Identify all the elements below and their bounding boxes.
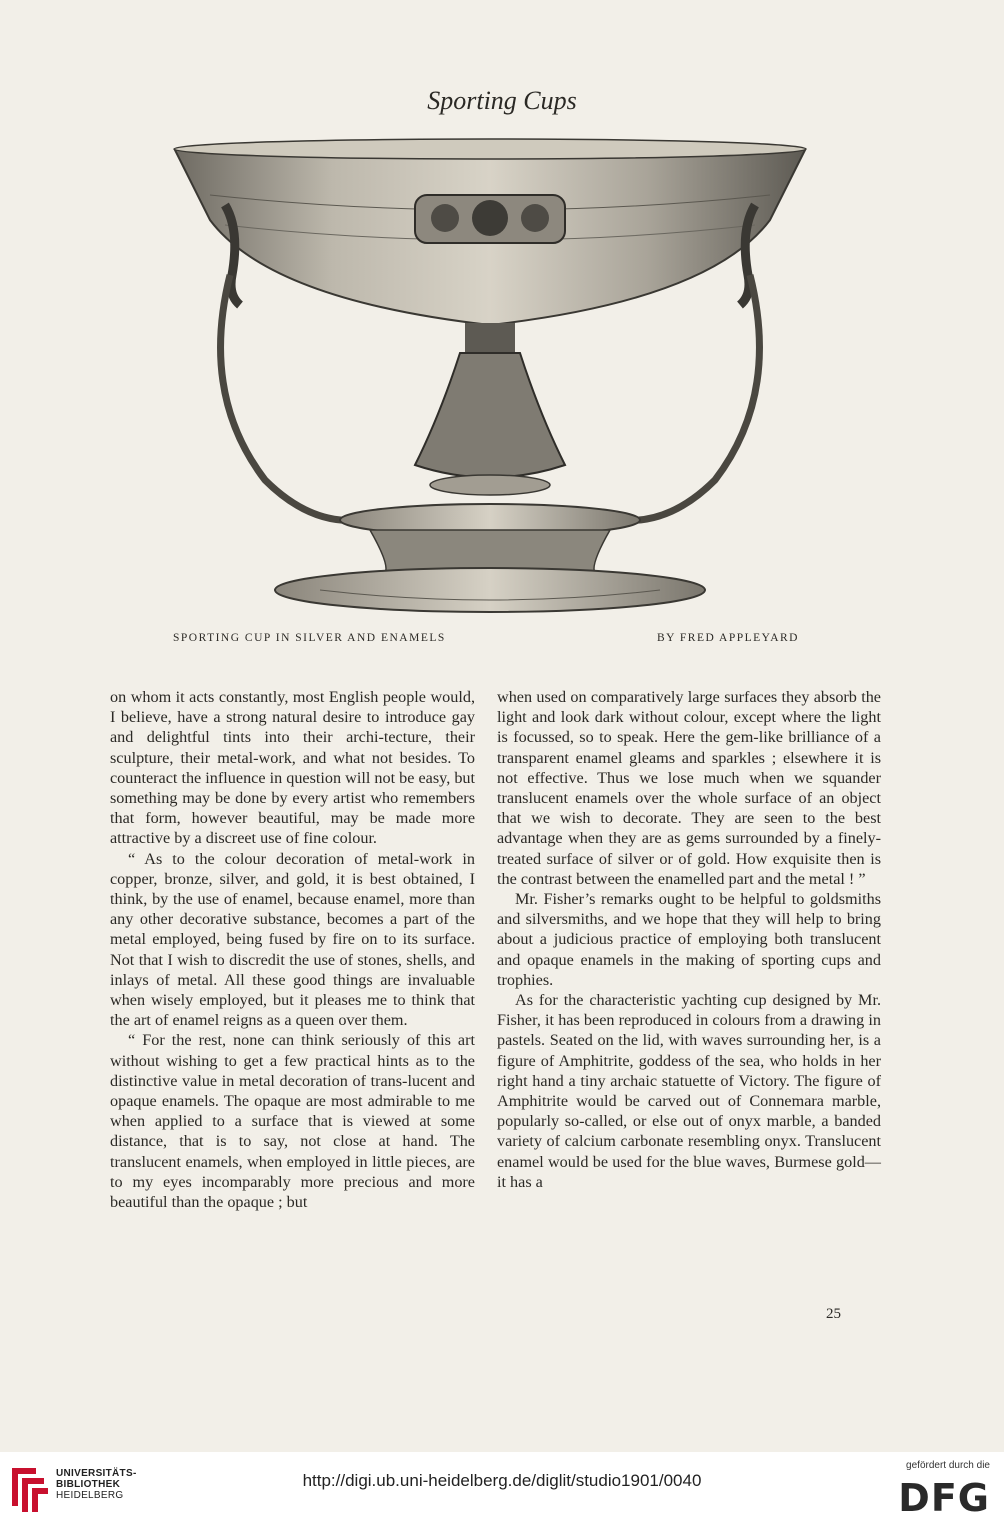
paragraph: when used on comparatively large surfaces they absorb the light and look dark without colour, except where the light is focussed, so to speak. Here the gem-like brilliance of a transparent enamel gleams and sparkles ; elsewhere it is not effective. Thus we lose much when we squander translucent enamels over the whole surface of an object that we wish to decorate. They are seen to the best advantage when they are as gems surrounded by a finely-treated surface of silver or of gold. How exquisite then is the contrast between the enamelled part and the metal ! ” bbox=[497, 688, 881, 888]
funded-by-label: gefördert durch die bbox=[906, 1460, 990, 1471]
paragraph: Mr. Fisher’s remarks ought to be helpful to goldsmiths and silversmiths, and we hope that they will help to bring about a judicious practice of employing both translucent and opaque enamels in the making of sporting cups and trophies. bbox=[497, 890, 881, 989]
digitization-footer bbox=[0, 1452, 1004, 1525]
paragraph: As for the characteristic yachting cup designed by Mr. Fisher, it has been reproduced in colours from a drawing in pastels. Seated on the lid, with waves surrounding her, is a figure of Amphitrite, goddess of the sea, who holds in her right hand a tiny archaic statuette of Victory. The figure of Amphitrite would be carved out of Connemara marble, popularly so-called, or else out of onyx marble, a banded variety of calcium carbonate resembling onyx. Translucent enamel would be used for the blue waves, Burmese gold—it has a bbox=[497, 991, 881, 1191]
left-text-column bbox=[110, 687, 475, 1212]
source-url-link[interactable]: http://digi.ub.uni-heidelberg.de/diglit/studio1901/0040 bbox=[302, 1471, 702, 1490]
paragraph: “ As to the colour decoration of metal-work in copper, bronze, silver, and gold, it is best obtained, I think, by the use of enamel, because enamel, more than any other decorative substance, becomes a part of the metal employed, being fused by fire on to its surface. Not that I wish to discredit the use of stones, shells, and inlays of metal. All these good things are invaluable when wisely employed, but it pleases me to think that the art of enamel reigns as a queen over them. bbox=[110, 849, 475, 1030]
dfg-logo: DFG bbox=[898, 1476, 990, 1520]
plate-caption-title: SPORTING CUP IN SILVER AND ENAMELS bbox=[173, 632, 446, 644]
paragraph: on whom it acts constantly, most English people would, I believe, have a strong natural desire to introduce gay and delightful tints into their archi-tecture, their sculpture, their metal-work, and what not besides. To counteract the influence in question will not be easy, but something may be done by every artist who remembers that form, however beautiful, may be made more attractive by a discreet use of fine colour. bbox=[110, 688, 475, 848]
right-text-column bbox=[497, 687, 881, 1192]
page-number: 25 bbox=[826, 1306, 841, 1322]
paragraph: “ For the rest, none can think seriously of this art without wishing to get a few practical hints as to the distinctive value in metal decoration of trans-lucent and opaque enamels. The opaque are most admirable to me when applied to a surface that is viewed at some distance, that is to say, not close at hand. The translucent enamels, when employed in little pieces, are to my eyes incomparably more precious and more beautiful than the opaque ; but bbox=[110, 1031, 475, 1212]
sporting-cup-illustration bbox=[170, 135, 810, 615]
running-head: Sporting Cups bbox=[427, 86, 577, 115]
plate-caption-credit: BY FRED APPLEYARD bbox=[656, 632, 799, 644]
library-name: UNIVERSITÄTS- BIBLIOTHEK HEIDELBERG bbox=[56, 1468, 137, 1501]
